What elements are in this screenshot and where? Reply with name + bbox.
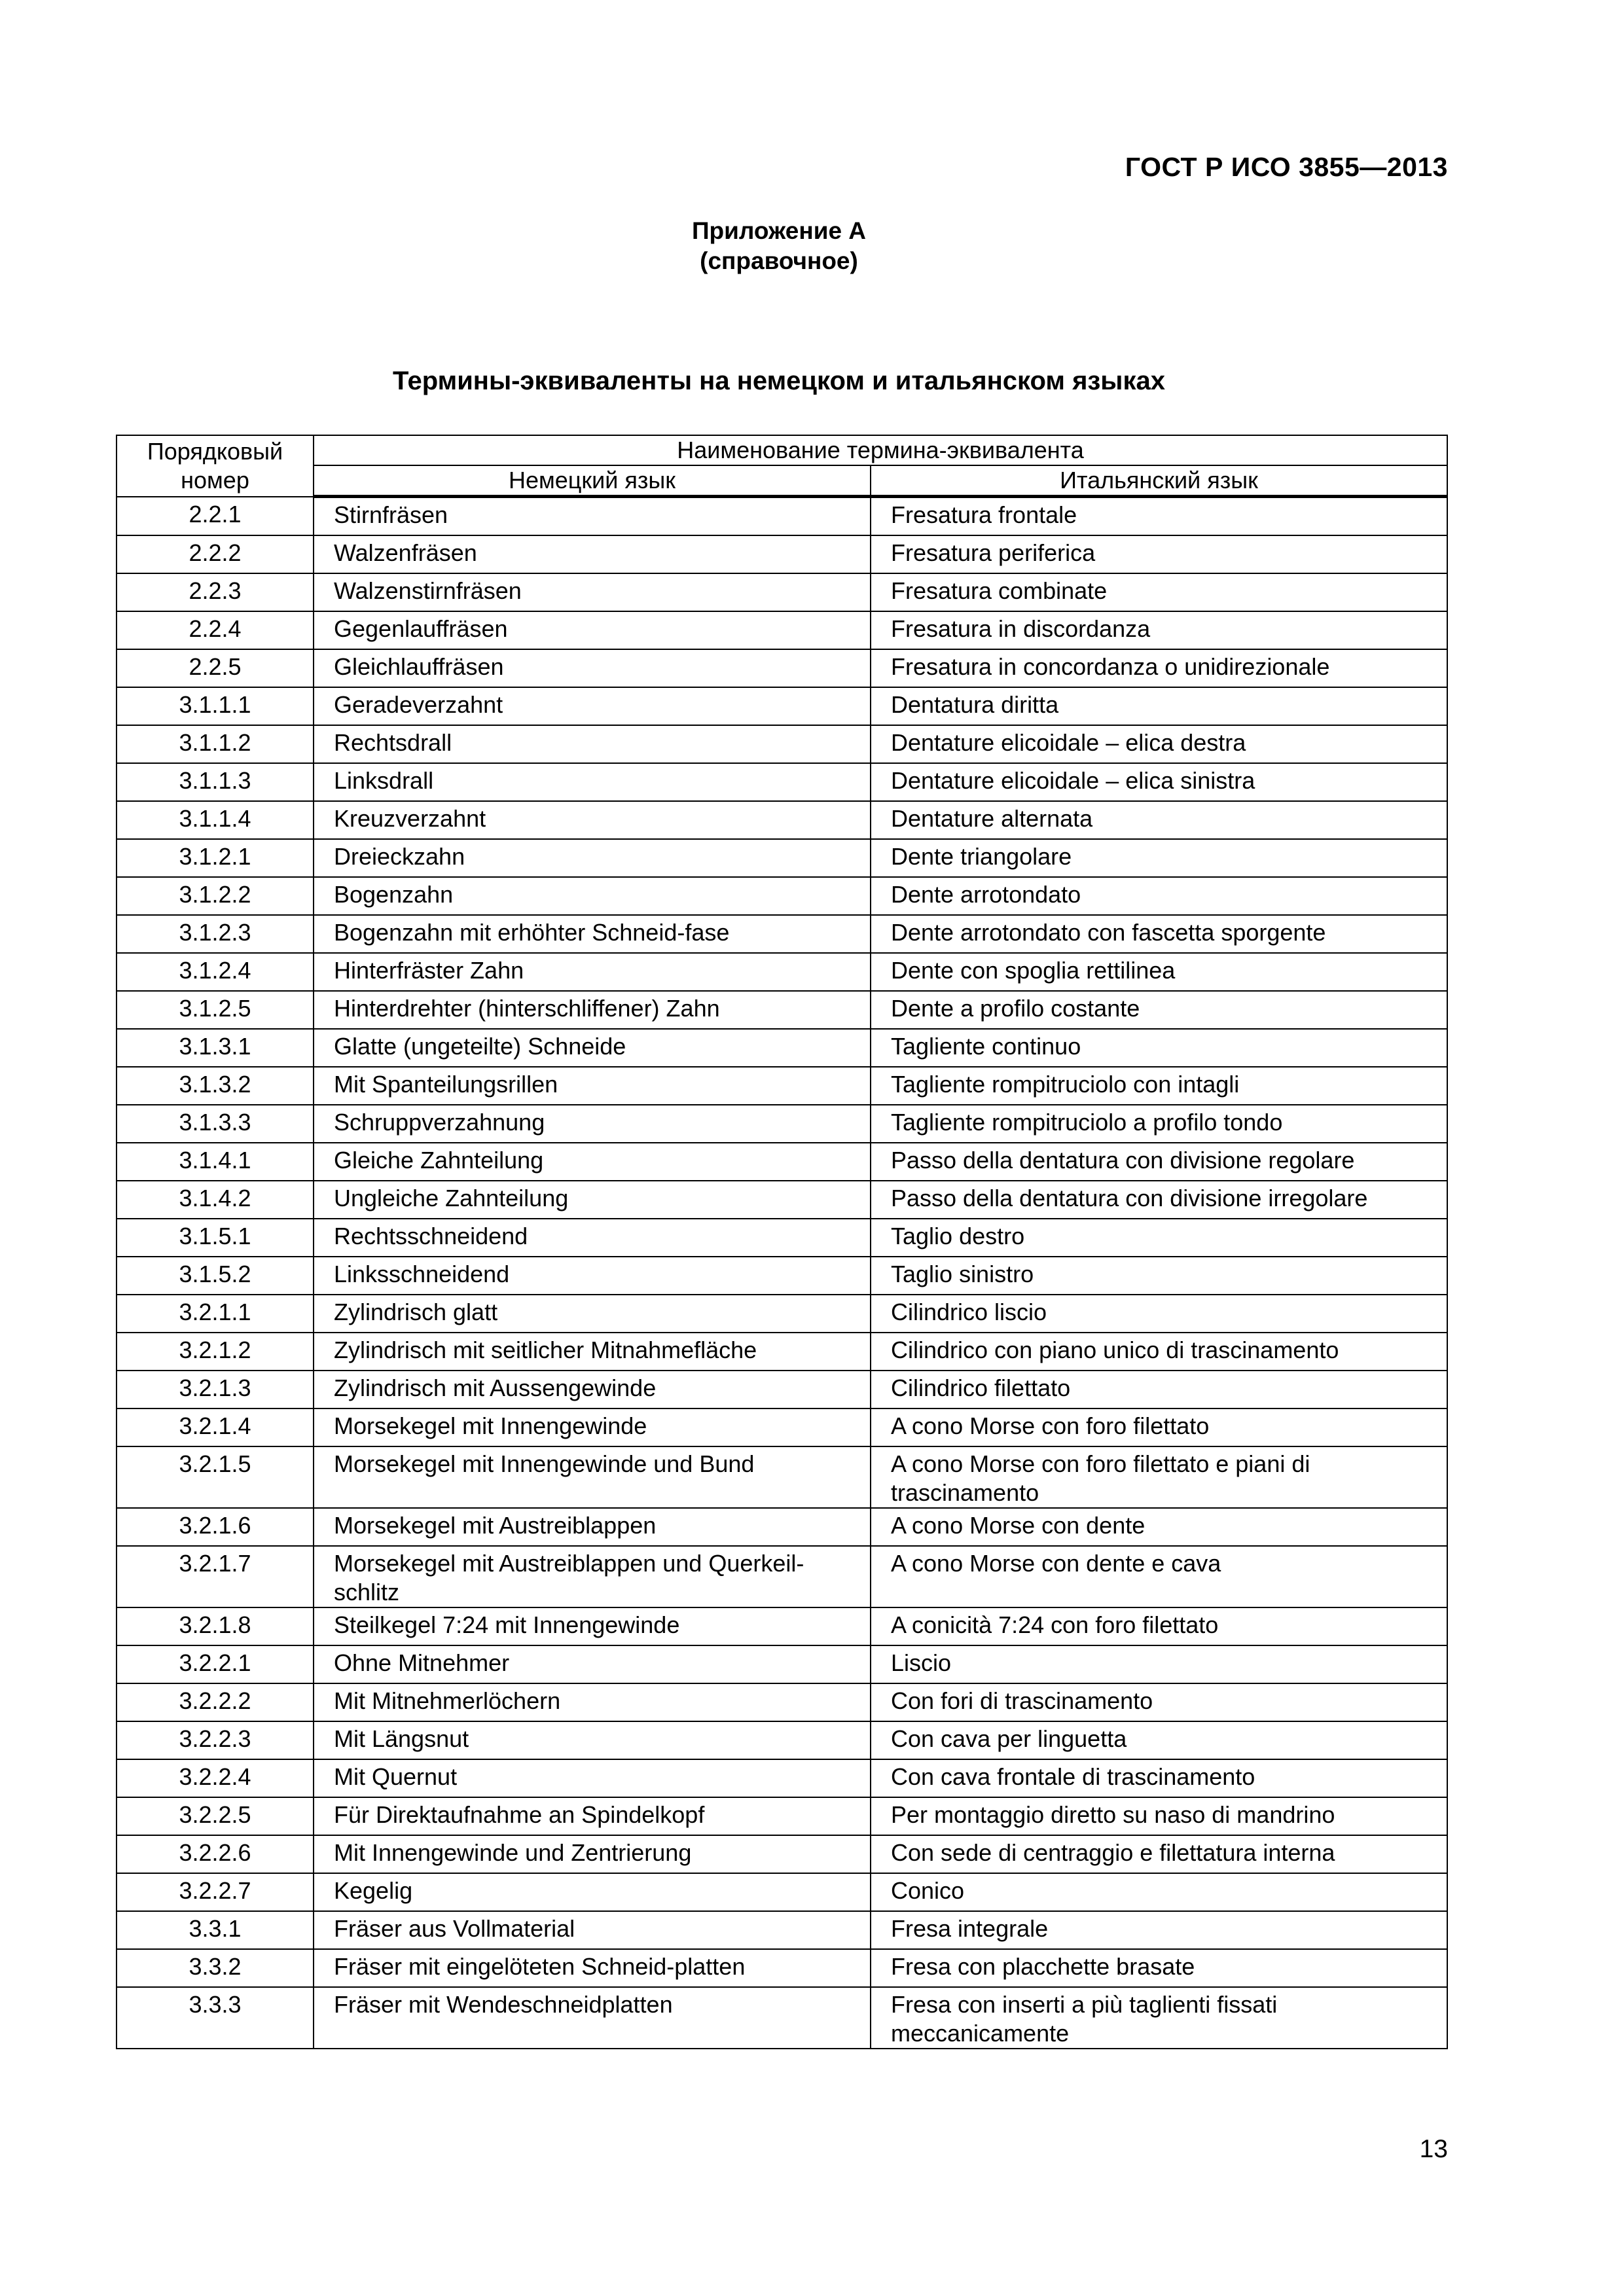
table-row [117, 1333, 1447, 1371]
german-term: Morsekegel mit Innengewinde [314, 1408, 871, 1446]
row-number: 3.2.1.5 [117, 1446, 314, 1508]
german-term: Geradeverzahnt [314, 687, 871, 725]
table-row [117, 1873, 1447, 1911]
german-term: Linksdrall [314, 763, 871, 801]
row-number: 3.2.2.6 [117, 1835, 314, 1873]
table-row [117, 725, 1447, 763]
terms-table [116, 435, 1448, 2049]
italian-term: Tagliente rompitruciolo a profilo tondo [871, 1105, 1447, 1143]
table-row [117, 801, 1447, 839]
page-number: 13 [1419, 2135, 1448, 2163]
table-row [117, 1408, 1447, 1446]
header-italian: Итальянский язык [871, 465, 1447, 497]
german-term: Walzenstirnfräsen [314, 573, 871, 611]
italian-term: Fresa integrale [871, 1911, 1447, 1949]
table-row [117, 1607, 1447, 1645]
german-term: Walzenfräsen [314, 535, 871, 573]
terms-body [117, 497, 1447, 2049]
german-term: Mit Längsnut [314, 1721, 871, 1759]
italian-term: Fresatura in discordanza [871, 611, 1447, 649]
row-number: 2.2.5 [117, 649, 314, 687]
table-row [117, 1219, 1447, 1257]
row-number: 3.2.1.8 [117, 1607, 314, 1645]
table-row [117, 1446, 1447, 1508]
german-term: Zylindrisch mit Aussengewinde [314, 1371, 871, 1408]
table-row [117, 497, 1447, 536]
italian-term: Passo della dentatura con divisione regolare [871, 1143, 1447, 1181]
row-number: 3.2.2.1 [117, 1645, 314, 1683]
table-row [117, 915, 1447, 953]
german-term: Morsekegel mit Austreiblappen und Querkeil-schlitz [314, 1546, 871, 1607]
italian-term: A cono Morse con foro filettato [871, 1408, 1447, 1446]
row-number: 3.3.1 [117, 1911, 314, 1949]
german-term: Morsekegel mit Austreiblappen [314, 1508, 871, 1546]
table-row [117, 1721, 1447, 1759]
row-number: 3.2.2.5 [117, 1797, 314, 1835]
german-term: Gegenlauffräsen [314, 611, 871, 649]
italian-term: Fresa con placchette brasate [871, 1949, 1447, 1987]
row-number: 3.1.2.4 [117, 953, 314, 991]
german-term: Mit Spanteilungsrillen [314, 1067, 871, 1105]
italian-term: Dentature alternata [871, 801, 1447, 839]
row-number: 3.1.4.1 [117, 1143, 314, 1181]
table-row [117, 1911, 1447, 1949]
document-code: ГОСТ Р ИСО 3855—2013 [1125, 152, 1448, 182]
table-row [117, 953, 1447, 991]
italian-term: A cono Morse con foro filettato e piani di trascinamento [871, 1446, 1447, 1508]
german-term: Rechtsdrall [314, 725, 871, 763]
row-number: 3.2.2.4 [117, 1759, 314, 1797]
italian-term: Tagliente continuo [871, 1029, 1447, 1067]
table-row [117, 1949, 1447, 1987]
german-term: Stirnfräsen [314, 497, 871, 536]
table-row [117, 1371, 1447, 1408]
german-term: Morsekegel mit Innengewinde und Bund [314, 1446, 871, 1508]
row-number: 3.2.2.7 [117, 1873, 314, 1911]
german-term: Fräser mit eingelöteten Schneid-platten [314, 1949, 871, 1987]
italian-term: Fresa con inserti a più taglienti fissati meccanicamente [871, 1987, 1447, 2049]
german-term: Gleiche Zahnteilung [314, 1143, 871, 1181]
italian-term: Fresatura combinate [871, 573, 1447, 611]
italian-term: Dente triangolare [871, 839, 1447, 877]
italian-term: Con fori di trascinamento [871, 1683, 1447, 1721]
german-term: Gleichlauffräsen [314, 649, 871, 687]
italian-term: Dente arrotondato con fascetta sporgente [871, 915, 1447, 953]
italian-term: Fresatura frontale [871, 497, 1447, 536]
table-row [117, 573, 1447, 611]
row-number: 3.1.5.1 [117, 1219, 314, 1257]
table-row [117, 1546, 1447, 1607]
table-row [117, 991, 1447, 1029]
german-term: Rechtsschneidend [314, 1219, 871, 1257]
german-term: Zylindrisch glatt [314, 1295, 871, 1333]
italian-term: Cilindrico con piano unico di trascinamento [871, 1333, 1447, 1371]
table-row [117, 1987, 1447, 2049]
italian-term: A cono Morse con dente e cava [871, 1546, 1447, 1607]
german-term: Schruppverzahnung [314, 1105, 871, 1143]
table-row [117, 877, 1447, 915]
row-number: 2.2.3 [117, 573, 314, 611]
row-number: 3.1.2.2 [117, 877, 314, 915]
table-row [117, 1143, 1447, 1181]
italian-term: Conico [871, 1873, 1447, 1911]
row-number: 2.2.4 [117, 611, 314, 649]
row-number: 3.1.1.4 [117, 801, 314, 839]
table-row [117, 763, 1447, 801]
row-number: 3.2.1.1 [117, 1295, 314, 1333]
italian-term: Taglio destro [871, 1219, 1447, 1257]
row-number: 3.1.4.2 [117, 1181, 314, 1219]
italian-term: Dentatura diritta [871, 687, 1447, 725]
german-term: Glatte (ungeteilte) Schneide [314, 1029, 871, 1067]
table-row [117, 1797, 1447, 1835]
header-number: Порядковый номер [117, 435, 314, 497]
german-term: Linksschneidend [314, 1257, 871, 1295]
italian-term: Passo della dentatura con divisione irregolare [871, 1181, 1447, 1219]
german-term: Bogenzahn [314, 877, 871, 915]
german-term: Kegelig [314, 1873, 871, 1911]
italian-term: Tagliente rompitruciolo con intagli [871, 1067, 1447, 1105]
italian-term: Dentature elicoidale – elica destra [871, 725, 1447, 763]
italian-term: Cilindrico liscio [871, 1295, 1447, 1333]
table-row [117, 687, 1447, 725]
german-term: Hinterdrehter (hinterschliffener) Zahn [314, 991, 871, 1029]
italian-term: Dentature elicoidale – elica sinistra [871, 763, 1447, 801]
german-term: Mit Quernut [314, 1759, 871, 1797]
row-number: 3.1.1.1 [117, 687, 314, 725]
row-number: 3.2.2.3 [117, 1721, 314, 1759]
german-term: Ungleiche Zahnteilung [314, 1181, 871, 1219]
annex-label: Приложение А [691, 217, 867, 244]
row-number: 3.3.2 [117, 1949, 314, 1987]
row-number: 3.1.3.3 [117, 1105, 314, 1143]
row-number: 3.2.1.7 [117, 1546, 314, 1607]
german-term: Für Direktaufnahme an Spindelkopf [314, 1797, 871, 1835]
table-row [117, 839, 1447, 877]
table-row [117, 1105, 1447, 1143]
german-term: Zylindrisch mit seitlicher Mitnahmefläche [314, 1333, 871, 1371]
italian-term: Dente arrotondato [871, 877, 1447, 915]
row-number: 3.3.3 [117, 1987, 314, 2049]
table-row [117, 1759, 1447, 1797]
italian-term: Per montaggio diretto su naso di mandrino [871, 1797, 1447, 1835]
annex-type: (справочное) [700, 247, 858, 274]
row-number: 3.1.2.3 [117, 915, 314, 953]
german-term: Dreieckzahn [314, 839, 871, 877]
italian-term: Con cava per linguetta [871, 1721, 1447, 1759]
table-row [117, 1295, 1447, 1333]
german-term: Fräser mit Wendeschneidplatten [314, 1987, 871, 2049]
italian-term: Taglio sinistro [871, 1257, 1447, 1295]
row-number: 3.1.3.2 [117, 1067, 314, 1105]
row-number: 3.1.1.3 [117, 763, 314, 801]
italian-term: Dente a profilo costante [871, 991, 1447, 1029]
german-term: Mit Mitnehmerlöchern [314, 1683, 871, 1721]
row-number: 3.2.1.3 [117, 1371, 314, 1408]
german-term: Steilkegel 7:24 mit Innengewinde [314, 1607, 871, 1645]
table-row [117, 649, 1447, 687]
italian-term: Con sede di centraggio e filettatura interna [871, 1835, 1447, 1873]
table-row [117, 1645, 1447, 1683]
table-row [117, 1257, 1447, 1295]
row-number: 3.1.2.1 [117, 839, 314, 877]
italian-term: Fresatura periferica [871, 535, 1447, 573]
table-row [117, 1508, 1447, 1546]
row-number: 3.2.1.4 [117, 1408, 314, 1446]
german-term: Ohne Mitnehmer [314, 1645, 871, 1683]
table-row [117, 1181, 1447, 1219]
table-row [117, 535, 1447, 573]
row-number: 3.1.3.1 [117, 1029, 314, 1067]
german-term: Fräser aus Vollmaterial [314, 1911, 871, 1949]
row-number: 3.2.1.2 [117, 1333, 314, 1371]
row-number: 2.2.1 [117, 497, 314, 536]
table-row [117, 611, 1447, 649]
header-german: Немецкий язык [314, 465, 871, 497]
italian-term: Cilindrico filettato [871, 1371, 1447, 1408]
row-number: 3.2.1.6 [117, 1508, 314, 1546]
italian-term: A conicità 7:24 con foro filettato [871, 1607, 1447, 1645]
table-row [117, 1683, 1447, 1721]
italian-term: Fresatura in concordanza o unidirezionale [871, 649, 1447, 687]
german-term: Mit Innengewinde und Zentrierung [314, 1835, 871, 1873]
table-row [117, 1835, 1447, 1873]
header-term-name: Наименование термина-эквивалента [314, 435, 1447, 465]
row-number: 3.2.2.2 [117, 1683, 314, 1721]
german-term: Bogenzahn mit erhöhter Schneid-fase [314, 915, 871, 953]
annex-heading [0, 216, 1558, 276]
italian-term: Con cava frontale di trascinamento [871, 1759, 1447, 1797]
italian-term: A cono Morse con dente [871, 1508, 1447, 1546]
row-number: 3.1.2.5 [117, 991, 314, 1029]
row-number: 2.2.2 [117, 535, 314, 573]
italian-term: Dente con spoglia rettilinea [871, 953, 1447, 991]
german-term: Hinterfräster Zahn [314, 953, 871, 991]
row-number: 3.1.5.2 [117, 1257, 314, 1295]
italian-term: Liscio [871, 1645, 1447, 1683]
german-term: Kreuzverzahnt [314, 801, 871, 839]
table-row [117, 1067, 1447, 1105]
table-row [117, 1029, 1447, 1067]
row-number: 3.1.1.2 [117, 725, 314, 763]
page-title: Термины-эквиваленты на немецком и итальянском языках [393, 367, 1165, 395]
